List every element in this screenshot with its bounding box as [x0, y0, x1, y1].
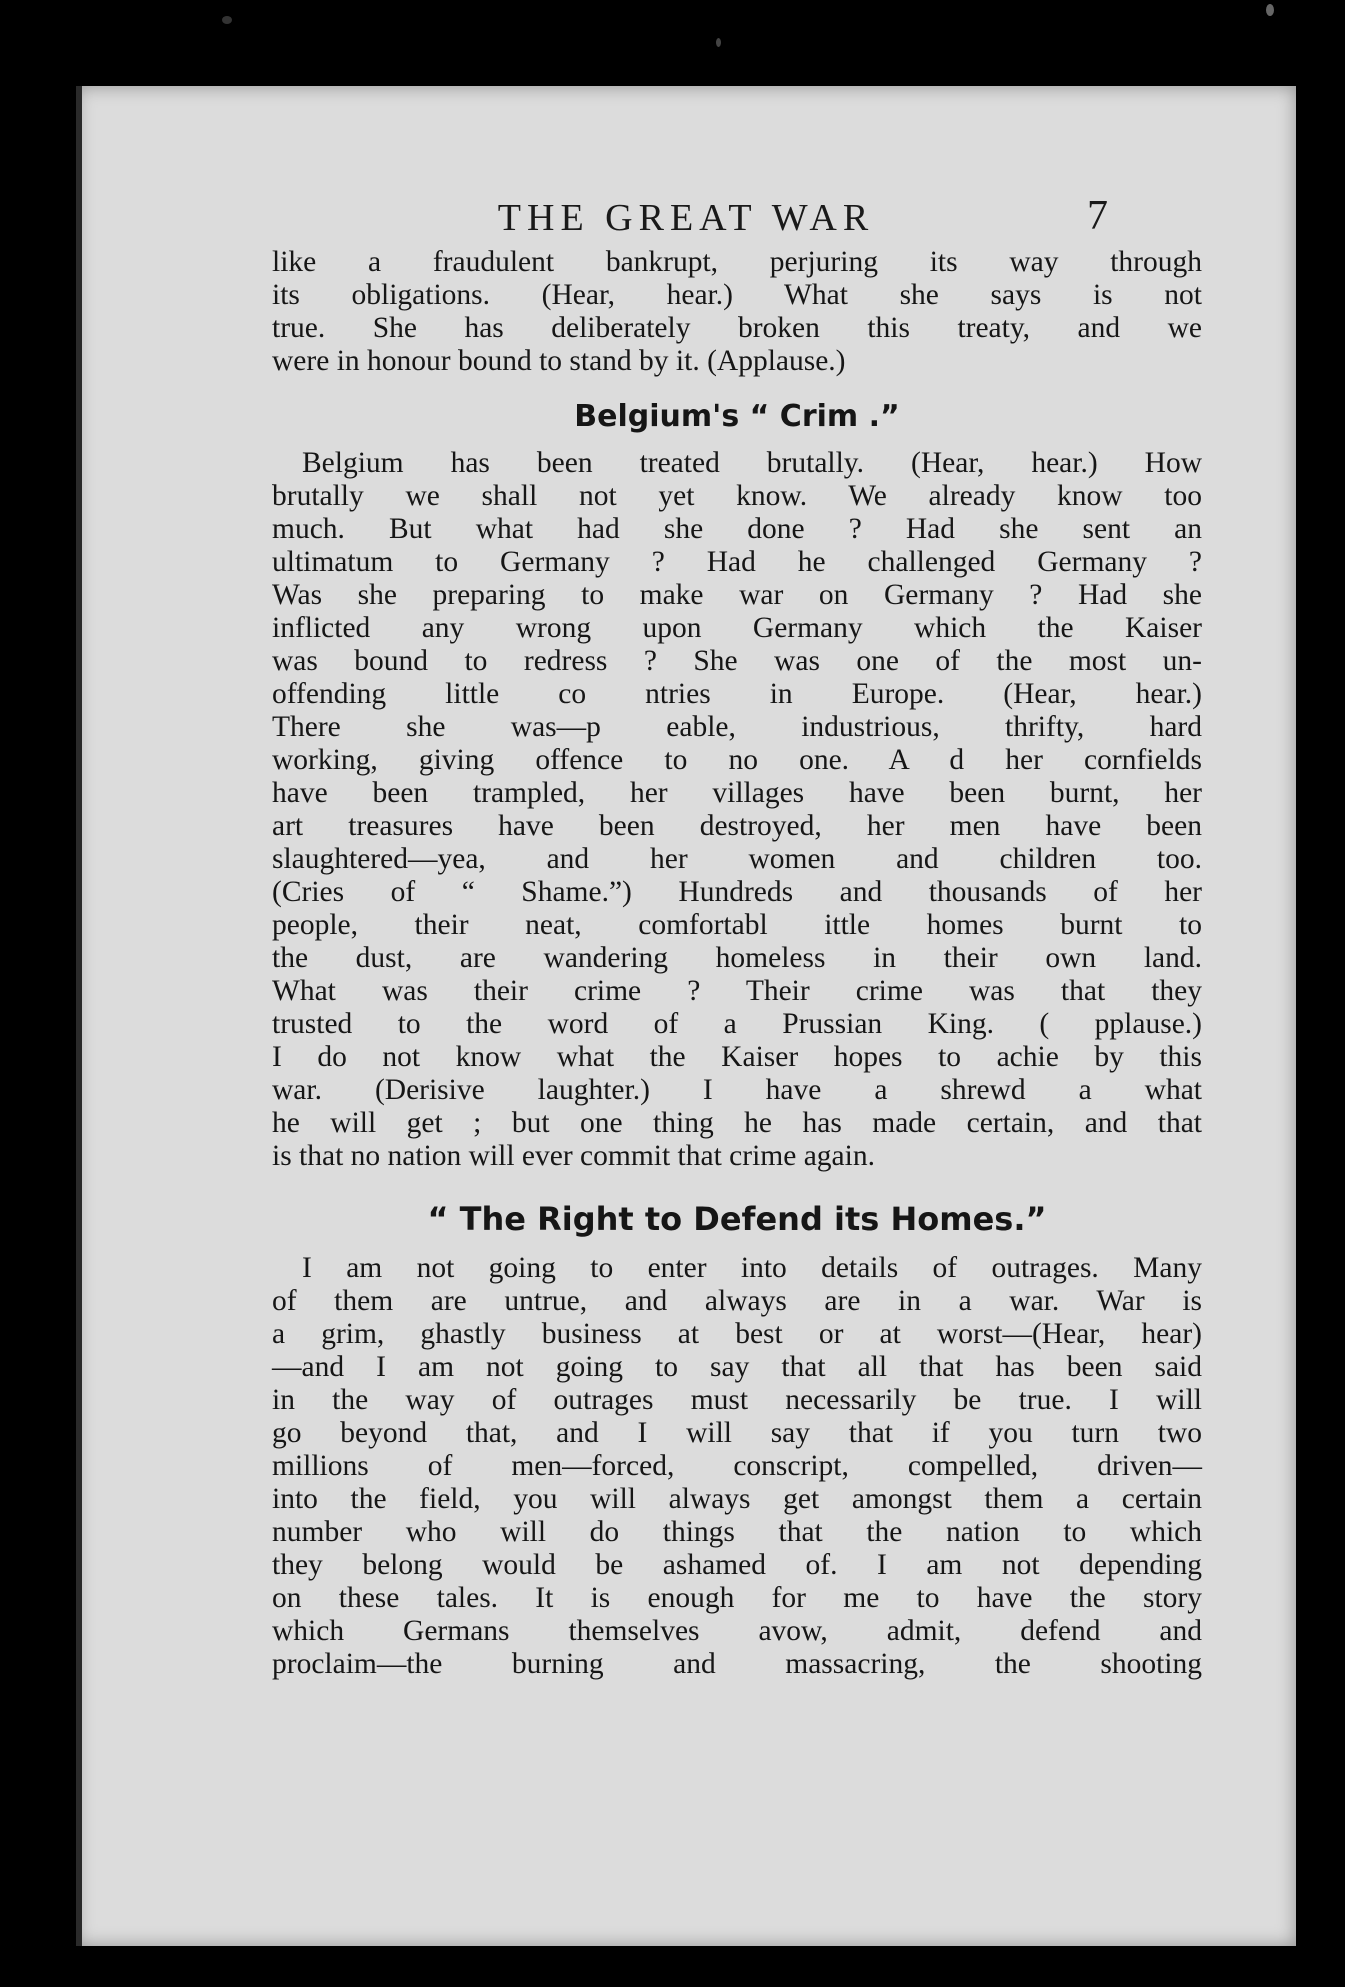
section-heading: Belgium's “ Crim .”	[574, 399, 900, 434]
text-line: art treasures have been destroyed, her men have been	[272, 810, 1202, 842]
text-line: proclaim—the burning and massacring, the shooting	[272, 1648, 1202, 1680]
text-line: have been trampled, her villages have been burnt, her	[272, 777, 1202, 809]
text-line: brutally we shall not yet know. We already know too	[272, 480, 1202, 512]
page-number: 7	[1087, 193, 1108, 239]
text-line: (Cries of “ Shame.”) Hundreds and thousands of her	[272, 876, 1202, 908]
text-line: There she was—p eable, industrious, thrifty, hard	[272, 711, 1202, 743]
body-text	[272, 246, 1202, 1681]
text-line: inflicted any wrong upon Germany which the Kaiser	[272, 612, 1202, 644]
text-line: go beyond that, and I will say that if you turn two	[272, 1417, 1202, 1449]
text-line: people, their neat, comfortabl ittle homes burnt to	[272, 909, 1202, 941]
text-line: —and I am not going to say that all that has been said	[272, 1351, 1202, 1383]
text-line: like a fraudulent bankrupt, perjuring its way through	[272, 246, 1202, 278]
text-line: slaughtered—yea, and her women and children too.	[272, 843, 1202, 875]
text-line: a grim, ghastly business at best or at worst—(Hear, hear)	[272, 1318, 1202, 1350]
text-line: he will get ; but one thing he has made certain, and that	[272, 1107, 1202, 1139]
text-line: Belgium has been treated brutally. (Hear, hear.) How	[302, 447, 1202, 479]
text-line: which Germans themselves avow, admit, defend and	[272, 1615, 1202, 1647]
text-line: the dust, are wandering homeless in their own land.	[272, 942, 1202, 974]
section-heading: “ The Right to Defend its Homes.”	[427, 1200, 1047, 1238]
text-line: were in honour bound to stand by it. (Applause.)	[272, 345, 846, 377]
text-line: its obligations. (Hear, hear.) What she says is not	[272, 279, 1202, 311]
text-line: in the way of outrages must necessarily be true. I will	[272, 1384, 1202, 1416]
text-line: much. But what had she done ? Had she sent an	[272, 513, 1202, 545]
book-page	[76, 86, 1296, 1946]
text-line: millions of men—forced, conscript, compelled, driven—	[272, 1450, 1202, 1482]
text-line: working, giving offence to no one. A d her cornfields	[272, 744, 1202, 776]
text-line: of them are untrue, and always are in a war. War is	[272, 1285, 1202, 1317]
text-line: I do not know what the Kaiser hopes to achie by this	[272, 1041, 1202, 1073]
film-speck	[1266, 4, 1274, 16]
text-line: Was she preparing to make war on Germany ? Had she	[272, 579, 1202, 611]
text-line: war. (Derisive laughter.) I have a shrewd a what	[272, 1074, 1202, 1106]
text-line: was bound to redress ? She was one of the most un-	[272, 645, 1202, 677]
text-line: I am not going to enter into details of outrages. Many	[302, 1252, 1202, 1284]
text-line: ultimatum to Germany ? Had he challenged Germany ?	[272, 546, 1202, 578]
text-line: What was their crime ? Their crime was that they	[272, 975, 1202, 1007]
text-line: on these tales. It is enough for me to have the story	[272, 1582, 1202, 1614]
text-line: number who will do things that the nation to which	[272, 1516, 1202, 1548]
film-speck	[716, 38, 721, 47]
text-line: they belong would be ashamed of. I am not depending	[272, 1549, 1202, 1581]
text-line: into the field, you will always get amongst them a certain	[272, 1483, 1202, 1515]
text-line: true. She has deliberately broken this treaty, and we	[272, 312, 1202, 344]
text-line: trusted to the word of a Prussian King. ( pplause.)	[272, 1008, 1202, 1040]
running-head: THE GREAT WAR	[497, 197, 875, 239]
page-spine-edge	[76, 86, 82, 1946]
text-line: is that no nation will ever commit that crime again.	[272, 1140, 875, 1172]
text-line: offending little co ntries in Europe. (Hear, hear.)	[272, 678, 1202, 710]
film-speck	[222, 16, 232, 24]
